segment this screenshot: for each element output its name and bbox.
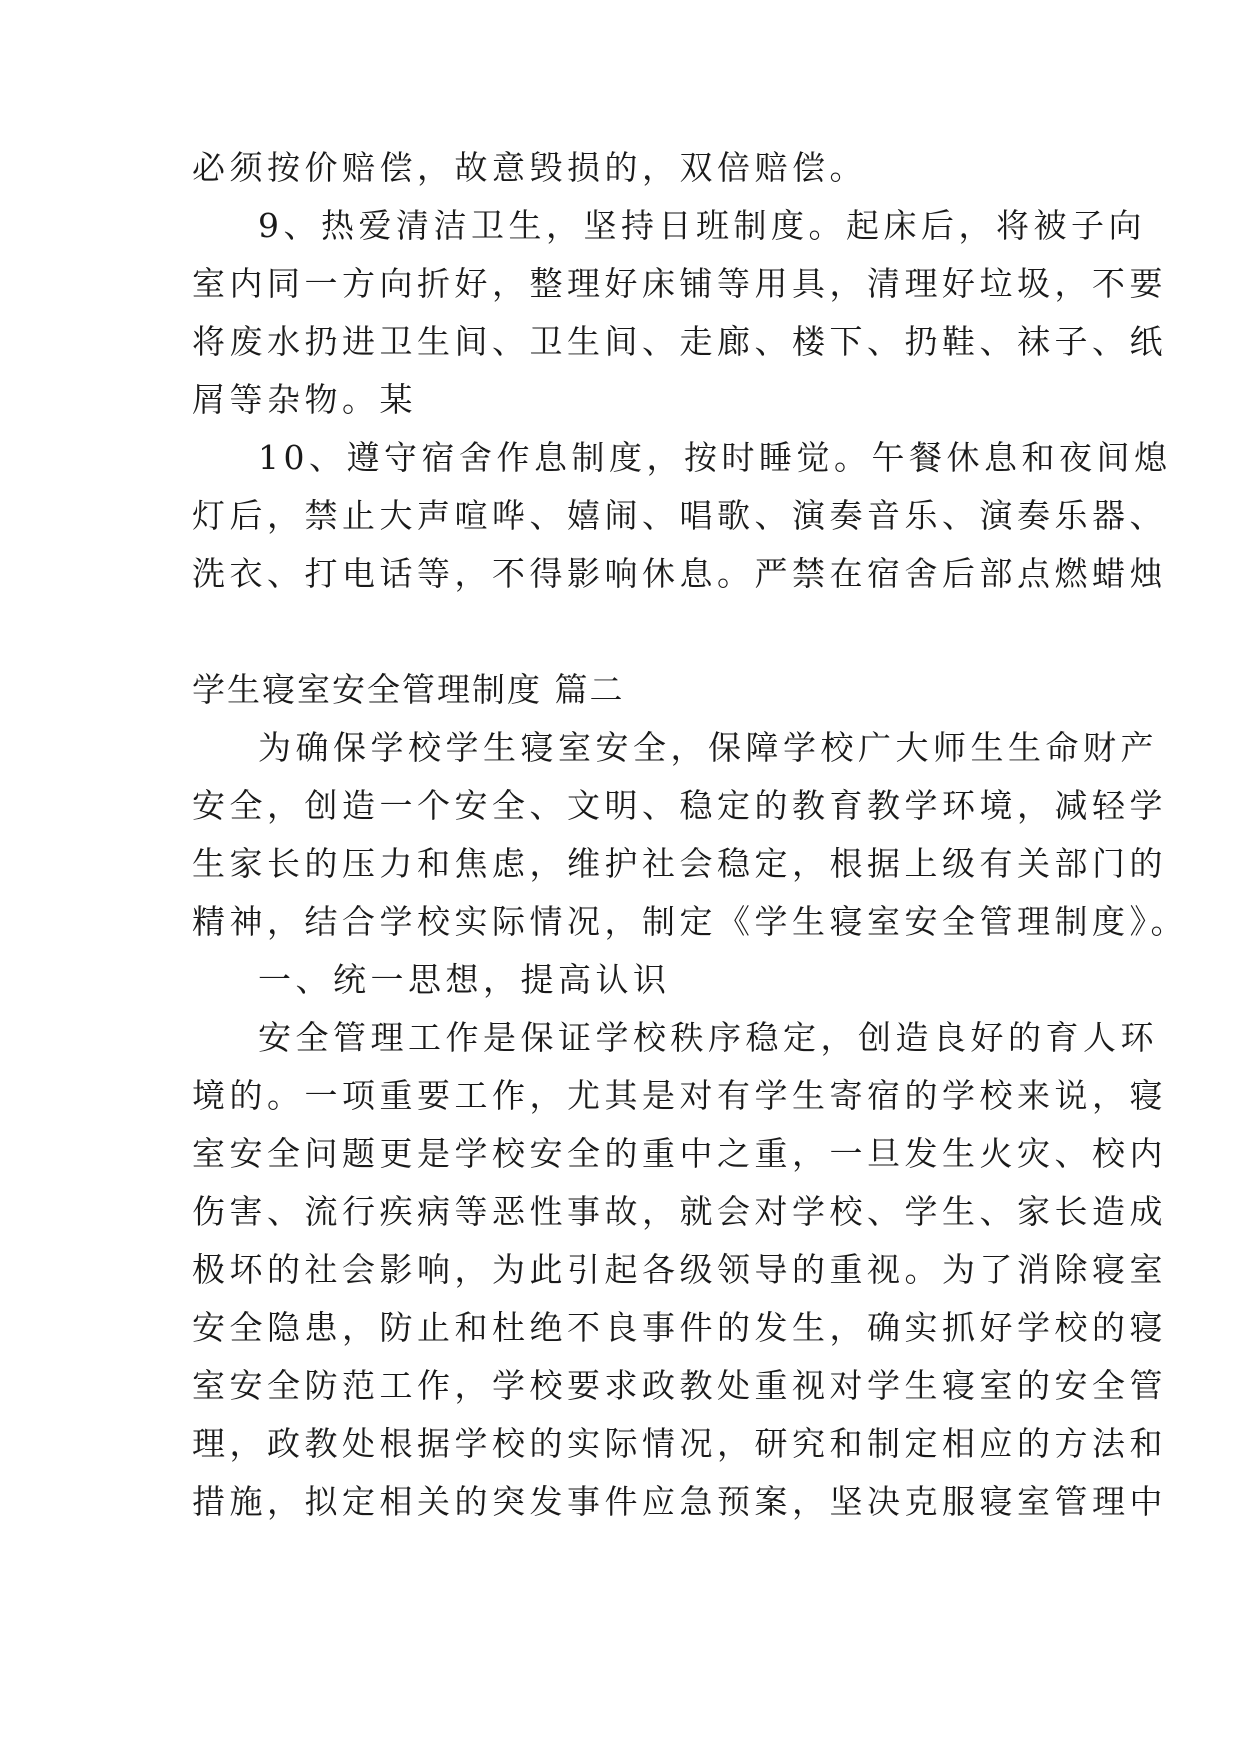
paragraph-line: 10、遵守宿舍作息制度，按时睡觉。午餐休息和夜间熄 [258, 438, 1172, 477]
paragraph-line: 措施，拟定相关的突发事件应急预案，坚决克服寝室管理中 [192, 1482, 1167, 1521]
paragraph-line: 屑等杂物。某 [192, 380, 417, 419]
paragraph-line: 室安全问题更是学校安全的重中之重，一旦发生火灾、校内 [192, 1134, 1167, 1173]
paragraph-line: 理，政教处根据学校的实际情况，研究和制定相应的方法和 [192, 1424, 1167, 1463]
paragraph-line: 极坏的社会影响，为此引起各级领导的重视。为了消除寝室 [192, 1250, 1167, 1289]
paragraph-line: 必须按价赔偿，故意毁损的，双倍赔偿。 [192, 148, 867, 187]
section-heading: 学生寝室安全管理制度 篇二 [192, 670, 625, 709]
paragraph-line: 洗衣、打电话等，不得影响休息。严禁在宿舍后部点燃蜡烛 [192, 554, 1167, 593]
paragraph-line: 安全，创造一个安全、文明、稳定的教育教学环境，减轻学 [192, 786, 1167, 825]
paragraph-line: 境的。一项重要工作，尤其是对有学生寄宿的学校来说，寝 [192, 1076, 1167, 1115]
paragraph-line: 安全隐患，防止和杜绝不良事件的发生，确实抓好学校的寝 [192, 1308, 1167, 1347]
paragraph-line: 安全管理工作是保证学校秩序稳定，创造良好的育人环 [258, 1018, 1158, 1057]
paragraph-line: 生家长的压力和焦虑，维护社会稳定，根据上级有关部门的 [192, 844, 1167, 883]
paragraph-line: 伤害、流行疾病等恶性事故，就会对学校、学生、家长造成 [192, 1192, 1167, 1231]
paragraph-line: 为确保学校学生寝室安全，保障学校广大师生生命财产 [258, 728, 1158, 767]
paragraph-line: 灯后，禁止大声喧哗、嬉闹、唱歌、演奏音乐、演奏乐器、 [192, 496, 1167, 535]
paragraph-line: 9、热爱清洁卫生，坚持日班制度。起床后，将被子向 [258, 206, 1146, 245]
paragraph-line: 将废水扔进卫生间、卫生间、走廊、楼下、扔鞋、袜子、纸 [192, 322, 1167, 361]
paragraph-line: 室安全防范工作，学校要求政教处重视对学生寝室的安全管 [192, 1366, 1167, 1405]
paragraph-line: 室内同一方向折好，整理好床铺等用具，清理好垃圾，不要 [192, 264, 1167, 303]
paragraph-line: 精神，结合学校实际情况，制定《学生寝室安全管理制度》。 [192, 902, 1188, 941]
subsection-heading: 一、统一思想，提高认识 [258, 960, 671, 999]
